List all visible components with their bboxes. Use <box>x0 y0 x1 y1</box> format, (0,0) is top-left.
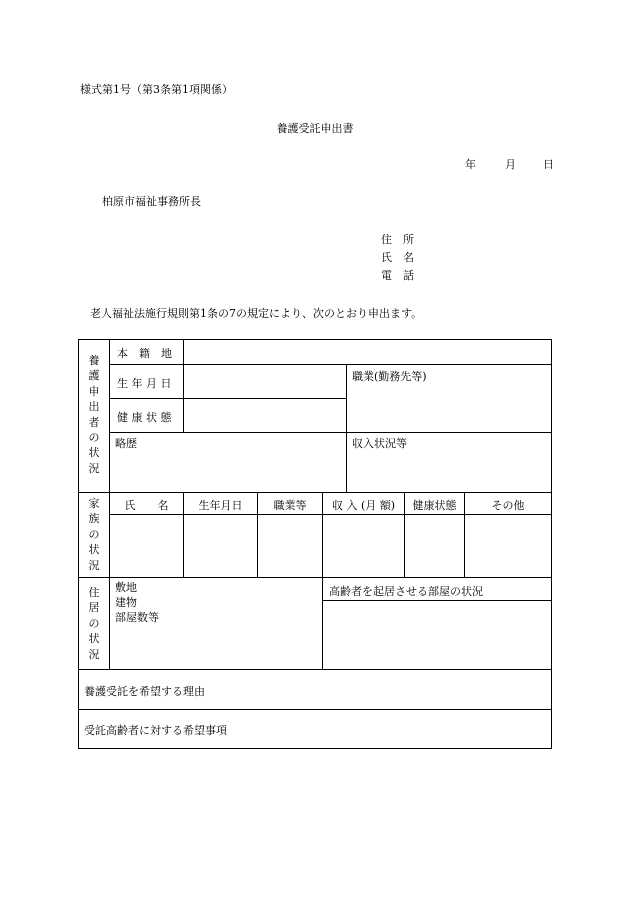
date-year-label: 年 <box>465 158 476 171</box>
heading-char: 家 <box>88 497 100 510</box>
occupation-label: 職業(勤務先等) <box>352 370 427 383</box>
heading-char: 居 <box>88 601 100 615</box>
heading-char: の <box>88 616 100 630</box>
domicile-label: 本 籍 地 <box>117 347 172 360</box>
history-label: 略歴 <box>115 437 137 450</box>
phone-label-char-2: 話 <box>403 269 414 282</box>
family-col-name: 氏 名 <box>124 499 169 512</box>
heading-char: の <box>88 527 100 541</box>
requests-label: 受託高齢者に対する希望事項 <box>84 724 227 737</box>
address-label-char-2: 所 <box>403 233 414 246</box>
health-label: 健 康 状 態 <box>117 411 172 424</box>
name-label-char-1: 氏 <box>381 251 392 264</box>
document-title: 養護受託申出書 <box>276 122 354 135</box>
heading-char: 況 <box>88 461 100 475</box>
applicant-section-heading <box>87 353 101 476</box>
building-label: 建物 <box>115 596 137 609</box>
date-day-label: 日 <box>543 158 554 171</box>
heading-char: 出 <box>88 400 100 414</box>
form-number: 様式第1号（第3条第1項関係） <box>80 83 233 96</box>
reason-label: 養護受託を希望する理由 <box>84 685 205 698</box>
family-col-income: 収 入 (月 額) <box>331 499 396 512</box>
family-col-other: その他 <box>491 499 525 512</box>
family-col-health: 健康状態 <box>412 499 457 512</box>
heading-char: 状 <box>88 446 100 460</box>
room-status-label: 高齢者を起居させる部屋の状況 <box>329 585 483 598</box>
family-section-heading <box>87 496 101 573</box>
rooms-label: 部屋数等 <box>115 611 159 624</box>
residence-section-heading <box>87 585 101 662</box>
heading-char: 護 <box>88 369 100 383</box>
heading-char: 族 <box>88 512 100 526</box>
birthdate-label: 生 年 月 日 <box>117 377 172 390</box>
address-label-char-1: 住 <box>381 233 392 246</box>
applicant-address-label <box>381 231 414 247</box>
heading-char: 状 <box>88 543 100 557</box>
addressee: 柏原市福祉事務所長 <box>102 195 201 208</box>
date-month-label: 月 <box>505 158 516 171</box>
heading-char: 住 <box>88 586 100 599</box>
income-label: 収入状況等 <box>352 437 407 450</box>
heading-char: 状 <box>88 632 100 646</box>
family-col-birthdate: 生年月日 <box>198 499 243 512</box>
statement-text: 老人福祉法施行規則第1条の7の規定により、次のとおり申出ます。 <box>90 307 423 320</box>
heading-char: 況 <box>88 558 100 572</box>
name-label-char-2: 名 <box>403 251 414 264</box>
heading-char: 養 <box>88 354 100 367</box>
heading-char: 況 <box>88 647 100 661</box>
date-line <box>465 156 554 172</box>
applicant-phone-label <box>381 267 414 283</box>
family-col-occupation: 職業等 <box>273 499 307 512</box>
phone-label-char-1: 電 <box>381 269 392 282</box>
heading-char: 申 <box>88 384 100 398</box>
applicant-name-label <box>381 249 414 265</box>
site-label: 敷地 <box>115 581 137 594</box>
heading-char: の <box>88 431 100 445</box>
heading-char: 者 <box>88 415 100 429</box>
